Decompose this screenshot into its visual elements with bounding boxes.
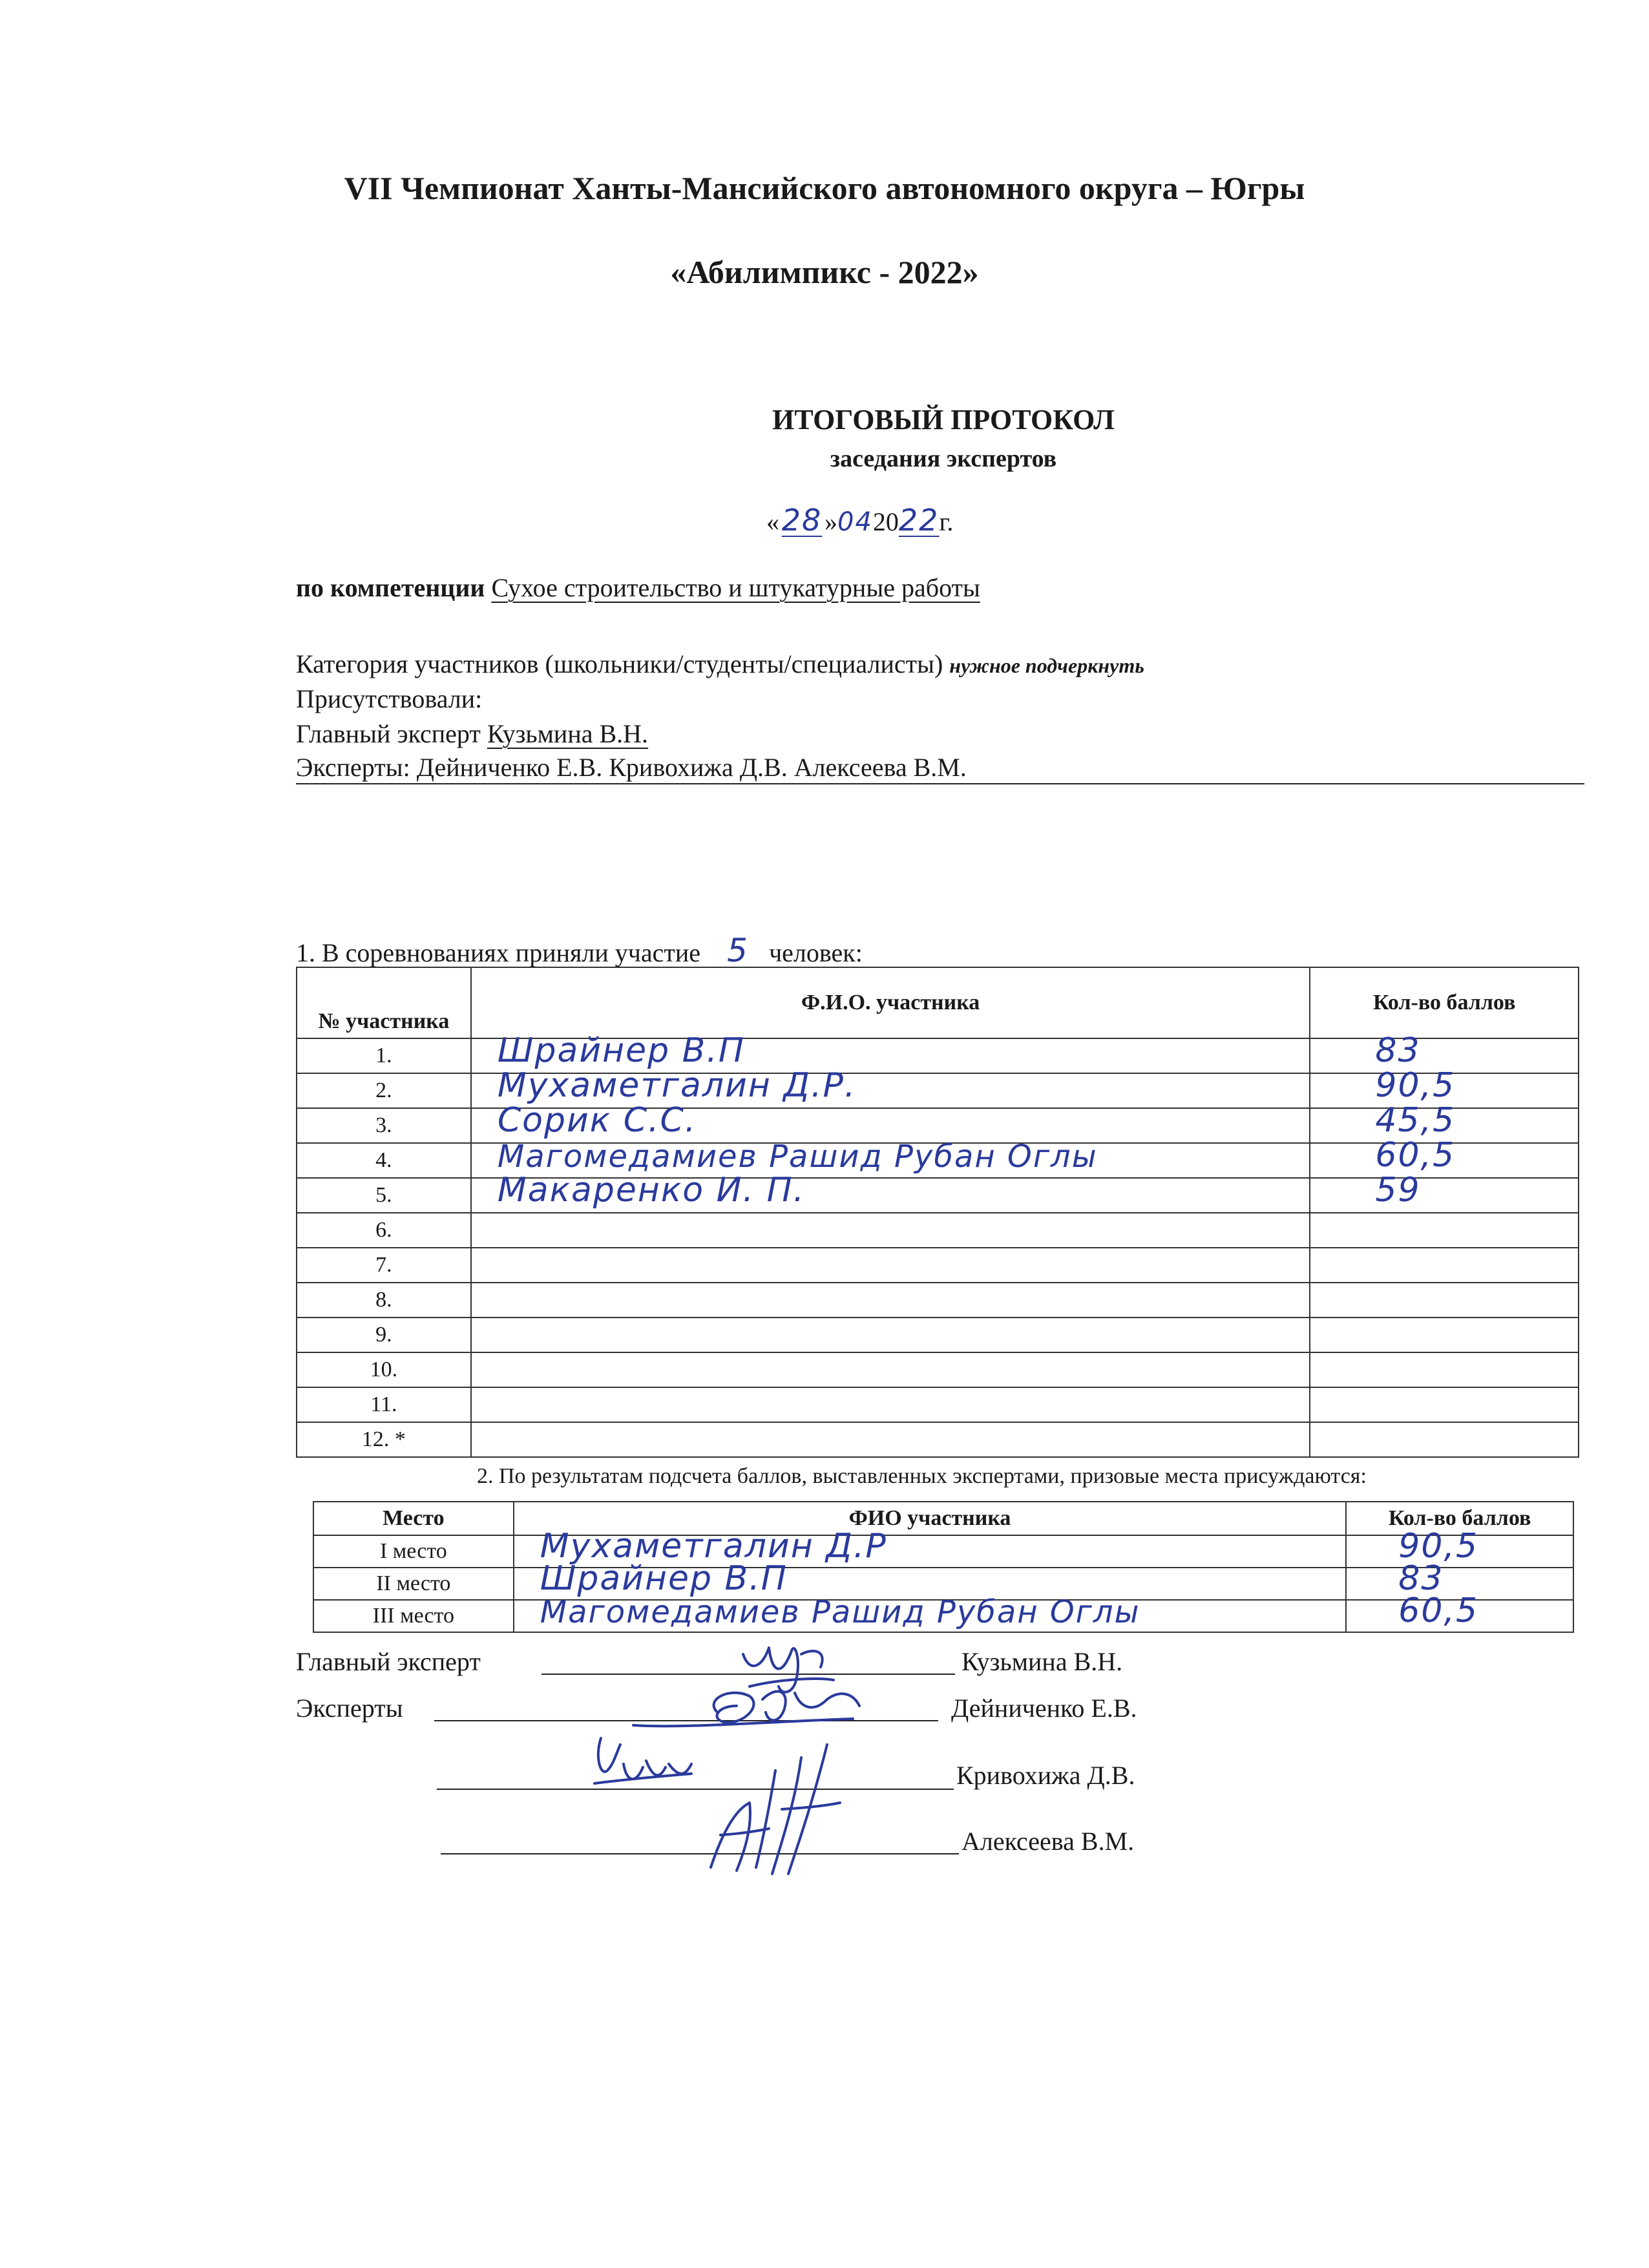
participant-name: Макаренко И. П.: [497, 1171, 806, 1210]
participant-number: 5.: [297, 1178, 471, 1213]
table-row: [297, 1248, 1579, 1283]
participant-name-cell: [471, 1283, 1310, 1318]
participant-name: Мухаметгалин Д.Р.: [497, 1066, 857, 1105]
date-day: 28: [781, 503, 823, 538]
participant-score: 83: [1375, 1031, 1421, 1070]
header-participant-name: Ф.И.О. участника: [471, 967, 1310, 1038]
participant-score: 60,5: [1375, 1136, 1456, 1175]
table-row: [297, 1283, 1579, 1318]
expert-1-signature-stroke: [633, 1692, 859, 1727]
date-close-quote: »: [824, 507, 837, 536]
date-open-quote: «: [766, 507, 779, 536]
participant-name: Магомедамиев Рашид Рубан Оглы: [497, 1139, 1098, 1175]
chief-signature-name: Кузьмина В.Н.: [961, 1647, 1123, 1676]
participant-score: 90,5: [1375, 1066, 1456, 1105]
date-year-prefix: 20: [872, 507, 899, 536]
table-row: [297, 1352, 1579, 1387]
table-row: [297, 1387, 1579, 1422]
participant-score-cell: [1310, 1171, 1579, 1213]
date-year: 22: [898, 503, 940, 538]
participant-score-cell: [1310, 1352, 1579, 1387]
table-row: [297, 1318, 1579, 1352]
competence-line: [296, 572, 980, 603]
table-row: [313, 1535, 1573, 1568]
participant-score: 45,5: [1375, 1101, 1456, 1140]
header-winner-name: ФИО участника: [514, 1502, 1347, 1535]
protocol-subtitle: заседания экспертов: [830, 445, 1057, 472]
championship-title: VII Чемпионат Ханты-Мансийского автономного округа – Югры: [344, 170, 1305, 206]
participant-score-cell: [1310, 1387, 1579, 1422]
participant-number: 1.: [297, 1038, 471, 1073]
participant-number: 10.: [297, 1352, 471, 1387]
present-label: Присутствовали:: [296, 684, 483, 713]
expert-1-name: Дейниченко Е.В.: [951, 1694, 1137, 1723]
chief-expert-line: [296, 719, 648, 749]
participant-number: 2.: [297, 1073, 471, 1108]
participant-number: 6.: [297, 1213, 471, 1248]
chief-expert-label: Главный эксперт: [296, 719, 481, 748]
participant-score-cell: [1310, 1318, 1579, 1352]
expert-3-name: Алексеева В.М.: [961, 1827, 1135, 1856]
championship-subtitle: «Абилимпикс - 2022»: [670, 254, 979, 290]
table-row: [297, 1213, 1579, 1248]
participant-name-cell: [471, 1387, 1310, 1422]
winner-name: Мухаметгалин Д.Р: [540, 1527, 887, 1566]
expert-2-name: Кривохижа Д.В.: [956, 1761, 1135, 1790]
header-participant-score: Кол-во баллов: [1310, 967, 1579, 1038]
participant-score-cell: [1310, 1136, 1579, 1178]
participant-number: 7.: [297, 1248, 471, 1283]
header-winner-score: Кол-во баллов: [1346, 1502, 1573, 1535]
category-line: [296, 649, 1144, 679]
category-note: нужное подчеркнуть: [949, 654, 1144, 677]
participant-score: 59: [1375, 1171, 1421, 1210]
participants-table: [296, 967, 1579, 1458]
competence-label: по компетенции: [296, 573, 485, 602]
table-row: [297, 1422, 1579, 1457]
winner-name: Магомедамиев Рашид Рубан Оглы: [540, 1594, 1140, 1630]
chief-signature-stroke: [743, 1648, 834, 1692]
place-label: I место: [313, 1535, 514, 1568]
winner-score: 83: [1398, 1559, 1444, 1598]
chief-expert-name: Кузьмина В.Н.: [487, 719, 649, 748]
participant-number: 12. *: [297, 1422, 471, 1457]
participant-name-cell: [471, 1101, 1310, 1143]
category-text: Категория участников (школьники/студенты/специалисты): [296, 649, 943, 678]
participant-score-cell: [1310, 1422, 1579, 1457]
participant-number: 8.: [297, 1283, 471, 1318]
participant-name: Сорик С.С.: [497, 1101, 697, 1140]
participant-name-cell: [471, 1318, 1310, 1352]
header-participant-number: № участника: [297, 967, 471, 1038]
participation-prefix: 1. В соревнованиях приняли участие: [296, 938, 701, 967]
date-suffix: г.: [939, 507, 954, 536]
expert-2-signature-stroke: [594, 1738, 691, 1783]
participant-name: Шрайнер В.П: [497, 1031, 745, 1070]
place-label: III место: [313, 1600, 514, 1632]
participation-suffix: человек:: [769, 938, 863, 967]
handwritten-signatures: [556, 1615, 1008, 1887]
protocol-date: [766, 503, 953, 538]
header-place: Место: [313, 1502, 514, 1535]
protocol-title: ИТОГОВЫЙ ПРОТОКОЛ: [772, 404, 1115, 436]
participant-score-cell: [1310, 1283, 1579, 1318]
winner-score-cell: [1346, 1527, 1573, 1568]
experts-line: Эксперты: Дейниченко Е.В. Кривохижа Д.В. Алексеева В.М.: [296, 753, 967, 782]
participant-number: 9.: [297, 1318, 471, 1352]
participant-number: 3.: [297, 1108, 471, 1143]
winner-score: 60,5: [1398, 1591, 1479, 1630]
participant-score-cell: [1310, 1248, 1579, 1283]
participant-number: 11.: [297, 1387, 471, 1422]
expert-3-signature-stroke: [711, 1745, 840, 1874]
experts-signature-label: Эксперты: [296, 1694, 403, 1723]
date-month: 04: [837, 507, 873, 537]
participants-header-row: [297, 967, 1579, 1038]
winner-name: Шрайнер В.П: [540, 1559, 788, 1598]
participation-line: [296, 932, 863, 969]
experts-underline: [296, 783, 1584, 784]
participant-name-cell: [471, 1248, 1310, 1283]
competence-value: Сухое строительство и штукатурные работы: [491, 573, 980, 602]
winner-score-cell: [1346, 1591, 1573, 1632]
participant-number: 4.: [297, 1143, 471, 1178]
results-intro: 2. По результатам подсчета баллов, выставленных экспертами, призовые места присуждаются:: [477, 1464, 1367, 1488]
results-header-row: [313, 1502, 1573, 1535]
results-table: [313, 1501, 1574, 1633]
participant-name-cell: [471, 1171, 1310, 1213]
chief-signature-label: Главный эксперт: [296, 1647, 481, 1676]
participation-count: 5: [727, 932, 749, 969]
participant-name-cell: [471, 1352, 1310, 1387]
place-label: II место: [313, 1568, 514, 1600]
participant-score-cell: [1310, 1213, 1579, 1248]
participant-name-cell: [471, 1213, 1310, 1248]
winner-score: 90,5: [1398, 1527, 1479, 1566]
table-row: [297, 1178, 1579, 1213]
participant-name-cell: [471, 1422, 1310, 1457]
